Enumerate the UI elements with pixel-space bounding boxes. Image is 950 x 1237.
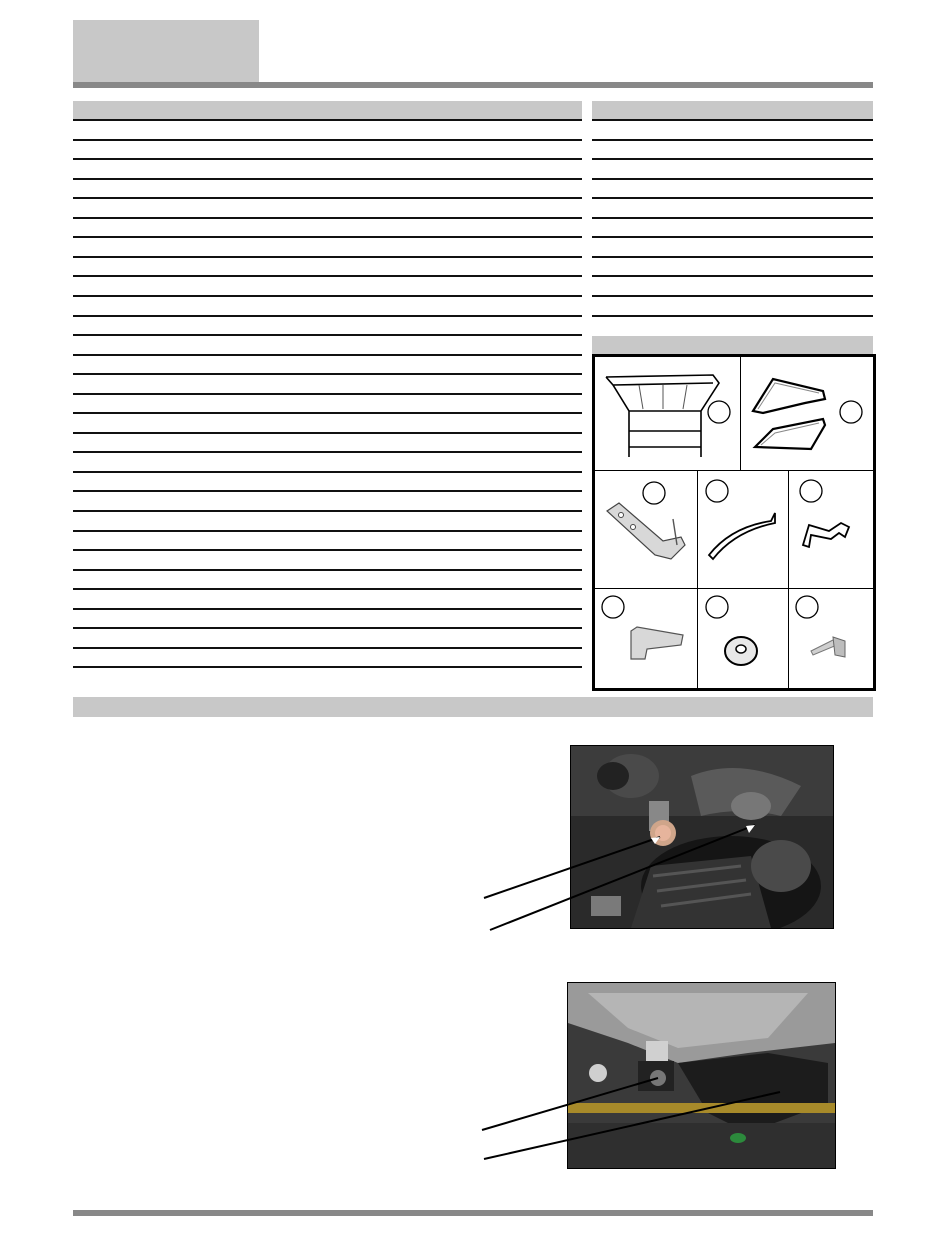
frame-assembly-icon [601,369,736,464]
callout-lines-2 [470,1070,790,1170]
callout-lines-1 [470,820,770,940]
header-block [73,20,259,82]
hook-bracket-icon [791,475,871,583]
divider [595,470,873,471]
left-table-row [73,510,582,512]
right-table-row [592,295,873,297]
left-table-row [73,158,582,160]
divider [697,470,698,688]
header-rule [73,82,873,88]
divider [788,470,789,688]
left-table-row [73,354,582,356]
right-table-row [592,139,873,141]
right-table-row [592,236,873,238]
right-table-row [592,158,873,160]
divider [740,357,741,470]
right-table-row [592,256,873,258]
left-table-row [73,432,582,434]
parts-diagram [592,354,876,691]
tube-brackets-icon [743,369,873,464]
left-table-row [73,608,582,610]
left-table-row [73,588,582,590]
left-table-row [73,256,582,258]
left-table-row [73,139,582,141]
bolt-icon [791,593,871,685]
left-table-row [73,393,582,395]
left-table-row [73,236,582,238]
right-table-row [592,315,873,317]
left-table-row [73,549,582,551]
angle-bracket-icon [597,593,695,685]
right-table-row [592,178,873,180]
left-table-row [73,647,582,649]
right-table-row [592,217,873,219]
left-table-row [73,530,582,532]
left-table-row [73,217,582,219]
left-table-row [73,178,582,180]
footer-rule [73,1210,873,1216]
right-table-row [592,275,873,277]
left-table-row [73,275,582,277]
right-table-row [592,119,873,121]
left-table-row [73,197,582,199]
divider [595,588,873,589]
left-table-row [73,627,582,629]
left-table-row [73,334,582,336]
section-bar [73,697,873,717]
left-table-row [73,119,582,121]
left-table-row [73,569,582,571]
parts-header [592,336,873,354]
left-table-row [73,373,582,375]
left-table-row [73,451,582,453]
left-table-row [73,295,582,297]
washer-icon [701,593,785,685]
left-table-row [73,315,582,317]
mounting-plate-icon [599,475,695,583]
left-table-row [73,471,582,473]
curved-strap-icon [701,475,787,583]
left-table-row [73,666,582,668]
right-table-header [592,101,873,119]
left-table-row [73,412,582,414]
right-table-row [592,197,873,199]
left-table-header [73,101,582,119]
left-table-row [73,490,582,492]
